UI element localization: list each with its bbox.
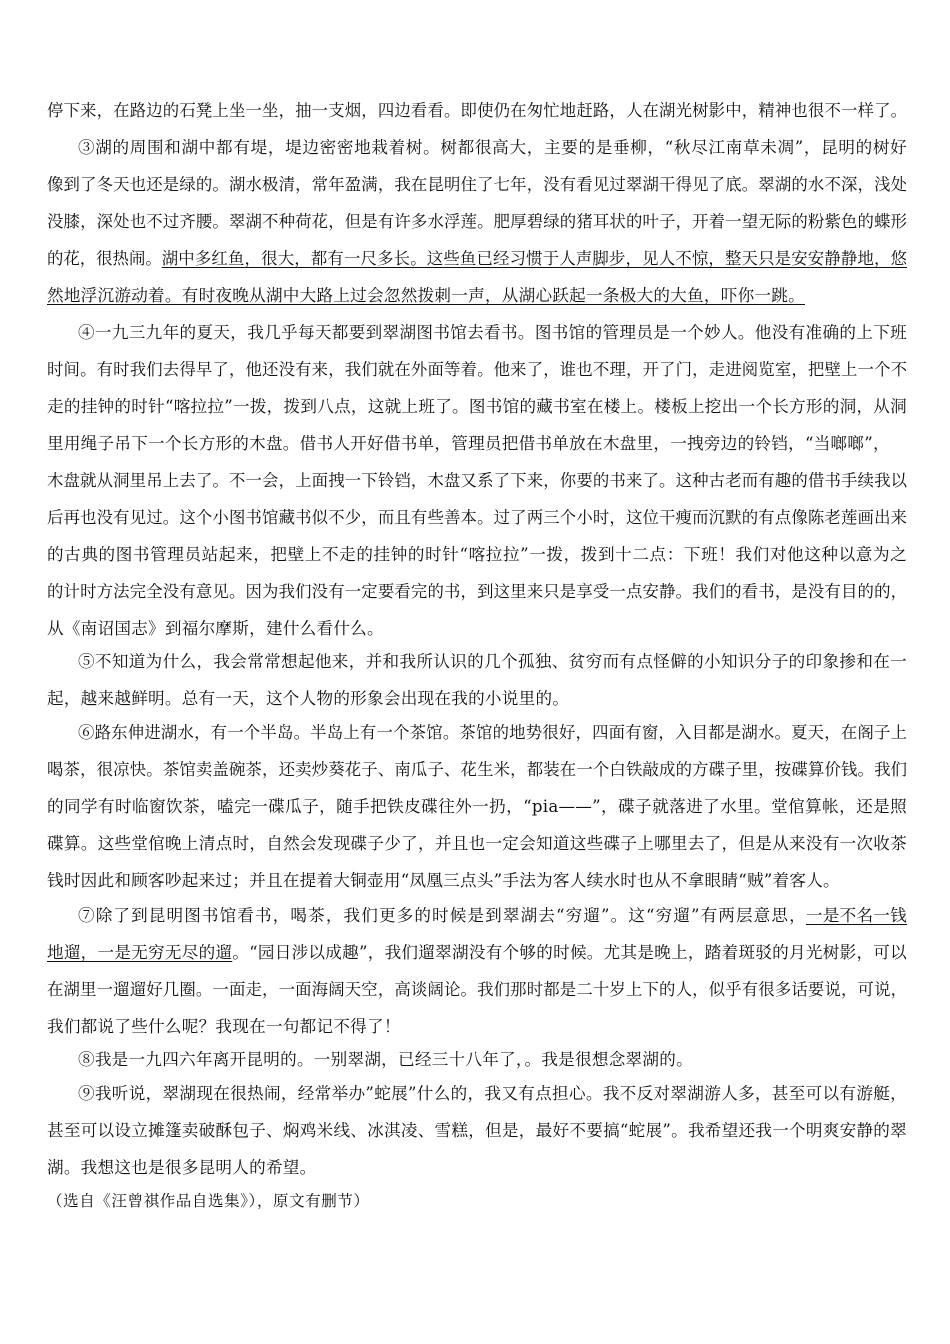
paragraph-9-line: 湖。我想这也是很多昆明人的希望。	[47, 1158, 317, 1177]
plain-text: ⑦除了到昆明图书馆看书，喝茶，我们更多的时候是到翠湖去“穷遛”。这“穷遛”有两层意思，	[78, 906, 806, 925]
paragraph-3-line: ③湖的周围和湖中都有堤，堤边密密地栽着树。树都很高大，主要的是垂柳，“秋尽江南草未凋”，昆明的树好	[78, 138, 907, 157]
source-citation: （选自《汪曾祺作品自选集》），原文有删节）	[47, 1192, 370, 1210]
paragraph-7-line: 在湖里一遛遛好几圈。一面走，一面海阔天空，高谈阔论。我们那时都是二十岁上下的人，似乎有很多话要说，可说，	[47, 980, 907, 999]
paragraph-4-line: 后再也没有见过。这个小图书馆藏书似不少，而且有些善本。过了两三个小时，这位干瘦而沉默的有点像陈老莲画出来	[47, 508, 907, 527]
paragraph-9-line: 甚至可以设立摊篷卖破酥包子、焖鸡米线、冰淇凌、雪糕，但是，最好不要搞“蛇展”。我希望还我一个明爽安静的翠	[47, 1121, 907, 1140]
paragraph-4-line: 的古典的图书管理员站起来，把壁上不走的挂钟的时针“喀拉拉”一拨，拨到十二点：下班！我们对他这种以意为之	[47, 545, 907, 564]
paragraph-3-line: 像到了冬天也还是绿的。湖水极清，常年盈满，我在昆明住了七年，没有看见过翠湖干得见了底。翠湖的水不深，浅处	[47, 175, 907, 194]
paragraph-8-line: ⑧我是一九四六年离开昆明的。一别翠湖，已经三十八年了，。我是很想念翠湖的。	[78, 1050, 693, 1069]
underlined-text: 地遛，一是无穷无尽的遛	[47, 943, 233, 962]
paragraph-9-line: ⑨我听说，翠湖现在很热闹，经常举办”蛇展”什么的，我又有点担心。我不反对翠湖游人多，甚至可以有游艇，	[78, 1084, 907, 1103]
paragraph-4-line: 木盘就从洞里吊上去了。不一会，上面拽一下铃铛，木盘又系了下来，你要的书来了。这种古老而有趣的借书手续我以	[47, 471, 907, 490]
paragraph-5-line: ⑤不知道为什么，我会常常想起他来，并和我所认识的几个孤独、贫穷而有点怪僻的小知识分子的印象掺和在一	[78, 652, 907, 671]
paragraph-3-line	[47, 249, 907, 269]
paragraph-6-line: 碟算。这些堂倌晚上清点时，自然会发现碟子少了，并且也一定会知道这些碟子上哪里去了，但是从来没有一次收茶	[47, 834, 907, 853]
paragraph-6-line: 钱时因此和顾客吵起来过；并且在提着大铜壶用“凤凰三点头”手法为客人续水时也从不拿眼睛“贼”着客人。	[47, 871, 840, 890]
underlined-text: 湖中多红鱼，很大，都有一尺多长。这些鱼已经习惯于人声脚步，见人不惊，整天只是安安静静地，悠	[161, 249, 907, 268]
paragraph-3-line	[47, 286, 907, 306]
paragraph-5-line: 起，越来越鲜明。总有一天，这个人物的形象会出现在我的小说里的。	[47, 689, 570, 708]
paragraph-4-line: 里用绳子吊下一个长方形的木盘。借书人开好借书单，管理员把借书单放在木盘里，一拽旁边的铃铛，“当啷啷”，	[47, 434, 890, 453]
paragraph-4-line: 时间。有时我们去得早了，他还没有来，我们就在外面等着。他来了，谁也不理，开了门，走进阅览室，把壁上一个不	[47, 360, 907, 379]
paragraph-4-line: ④一九三九年的夏天，我几乎每天都要到翠湖图书馆去看书。图书馆的管理员是一个妙人。他没有准确的上下班	[78, 323, 907, 342]
plain-text: 。“园日涉以成趣”，我们遛翠湖没有个够的时候。尤其是晚上，踏着斑驳的月光树影，可以	[232, 943, 907, 962]
underlined-text: 一是不名一钱	[805, 906, 907, 925]
plain-text: 的花，很热闹。	[47, 249, 162, 268]
paragraph-4-line: 走的挂钟的时针“喀拉拉”一拨，拨到八点，这就上班了。图书馆的藏书室在楼上。楼板上挖出一个长方形的洞，从洞	[47, 397, 907, 416]
paragraph-6-line: 喝茶，很凉快。茶馆卖盖碗茶，还卖炒葵花子、南瓜子、花生米，都装在一个白铁敲成的方碟子里，按碟算价钱。我们	[47, 760, 907, 779]
text-line: 停下来，在路边的石凳上坐一坐，抽一支烟，四边看看。即使仍在匆忙地赶路，人在湖光树影中，精神也很不一样了。	[47, 101, 907, 120]
paragraph-6-line: ⑥路东伸进湖水，有一个半岛。半岛上有一个茶馆。茶馆的地势很好，四面有窗，入目都是湖水。夏天，在阁子上	[78, 723, 907, 742]
paragraph-4-line: 从《南诏国志》到福尔摩斯，建什么看什么。	[47, 619, 384, 638]
paragraph-7-line: 我们都说了些什么呢？我现在一句都记不得了！	[47, 1017, 401, 1036]
paragraph-4-line: 的计时方法完全没有意见。因为我们没有一定要看完的书，到这里来只是享受一点安静。我们的看书，是没有目的的，	[47, 582, 907, 601]
paragraph-7-line	[47, 943, 907, 963]
paragraph-6-line: 的同学有时临窗饮茶，嗑完一碟瓜子，随手把铁皮碟往外一扔，“pia——”，碟子就落进了水里。堂倌算帐，还是照	[47, 797, 907, 816]
paragraph-7-line	[78, 906, 907, 926]
paragraph-3-line: 没膝，深处也不过齐腰。翠湖不种荷花，但是有许多水浮莲。肥厚碧绿的猪耳状的叶子，开着一望无际的粉紫色的蝶形	[47, 212, 907, 231]
underlined-text: 然地浮沉游动着。有时夜晚从湖中大路上过会忽然拨刺一声，从湖心跃起一条极大的大鱼，吓你一跳。	[47, 286, 805, 305]
